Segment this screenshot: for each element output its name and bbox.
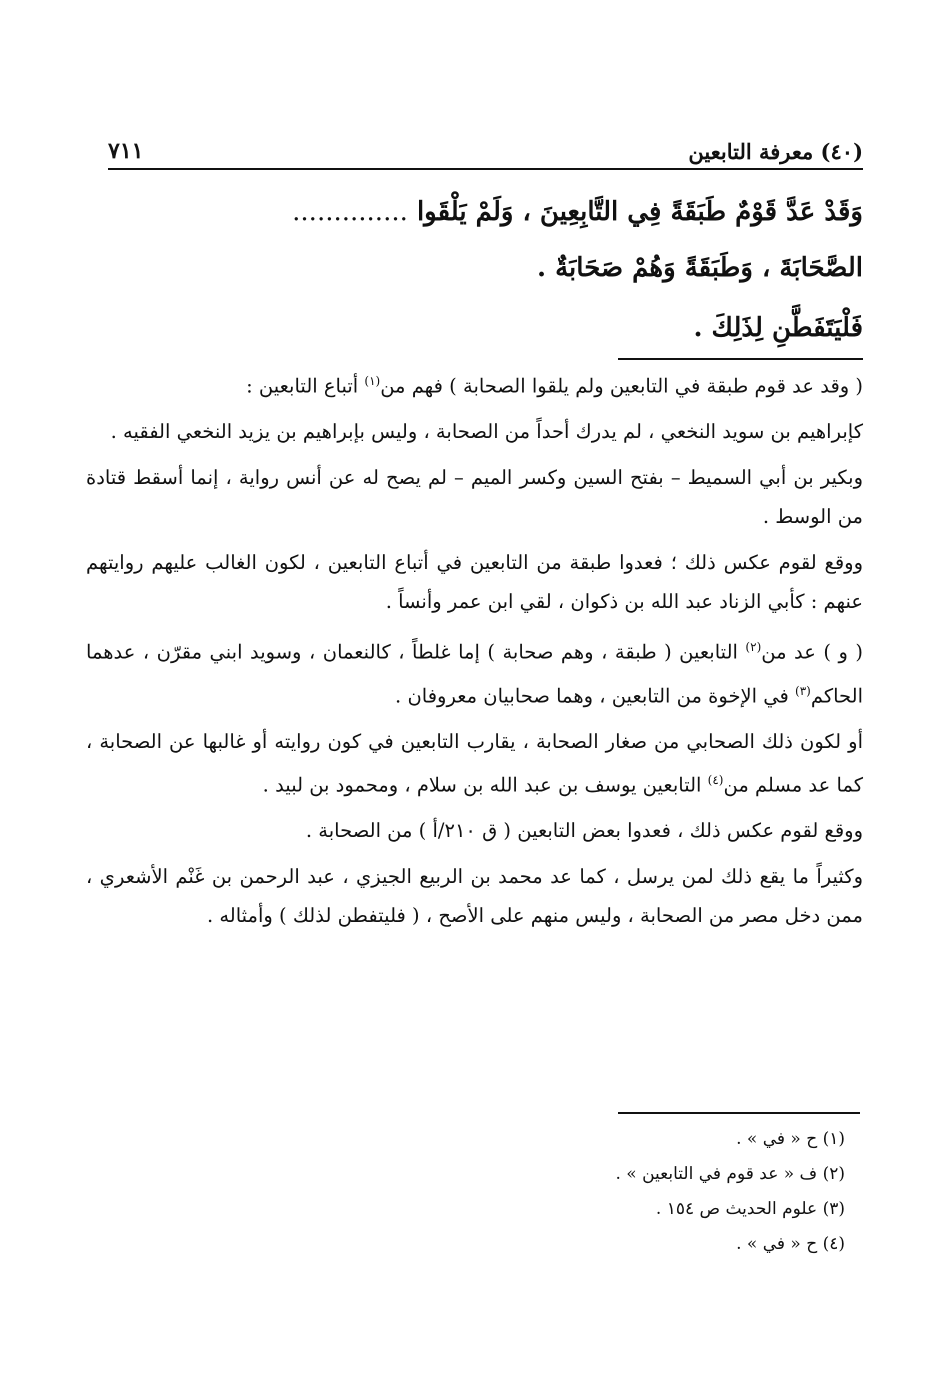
paragraph: ( و ) عد من$^{(٢)}$ التابعين ( طبقة ، وهم صحابة ) إما غلطاً ، كالنعمان ، وسويد ابني مقرّن ، عدهما الحاكم$^{(٣)}$ في الإخوة من التابعين ، وهما صحابيان معروفان . (86, 639, 863, 707)
paragraph: أو لكون ذلك الصحابي من صغار الصحابة ، يقارب التابعين في كون روايته أو غالبها عن الصحابة ، كما عد مسلم من$^{(٤)}$ التابعين يوسف بن عبد الله بن سلام ، ومحمود بن لبيد . (86, 729, 863, 797)
footnote-divider (618, 1112, 860, 1114)
running-header (108, 120, 863, 170)
footnote-ref: (٢) (745, 639, 762, 654)
paragraph: وبكير بن أبي السميط – بفتح السين وكسر الميم – لم يصح له عن أنس رواية ، إنما أسقط قتادة من الوسط . (86, 465, 863, 528)
paragraph: ووقع لقوم عكس ذلك ؛ فعدوا طبقة من التابعين في أتباع التابعين ، لكون الغالب عليهم روايتهم عنهم : كأبي الزناد عبد الله بن ذكوان ، لقي ابن عمر وأنساً . (86, 550, 863, 613)
verse-line-1 (108, 182, 863, 242)
page-number: ٧١١ (108, 138, 144, 164)
footnote-ref: (١) (364, 374, 381, 388)
paragraph: ( وقد عد قوم طبقة في التابعين ولم يلقوا الصحابة ) فهم من$^{(١)}$ أتباع التابعين : (246, 374, 863, 398)
verse-line-1-text: وَقَدْ عَدَّ قَوْمٌ طَبَقَةً فِي التَّابِعِينَ ، وَلَمْ يَلْقَوا (416, 197, 863, 227)
footnote: (٣) علوم الحديث ص ١٥٤ . (655, 1199, 845, 1219)
chapter-title: (٤٠) معرفة التابعين (688, 139, 863, 164)
verse-line-2: الصَّحَابَةَ ، وَطَبَقَةً وَهُمْ صَحَابَةٌ . (537, 253, 863, 283)
footnote-ref: (٤) (707, 773, 724, 787)
footnote: (٤) ح « في » . (736, 1234, 845, 1254)
footnote-ref: (٣) (795, 683, 811, 698)
paragraph: كإبراهيم بن سويد النخعي ، لم يدرك أحداً من الصحابة ، وليس بإبراهيم بن يزيد النخعي الفقيه . (110, 420, 863, 443)
footnotes (300, 1122, 845, 1262)
verse-dots: .............. (292, 197, 408, 227)
footnote: (١) ح « في » . (736, 1129, 845, 1149)
commentary-text (86, 362, 863, 942)
verse-line-3: فَلْيَتَفَطَّنِ لِذَلِكَ . (618, 298, 863, 360)
paragraph: وكثيراً ما يقع ذلك لمن يرسل ، كما عد محمد بن الربيع الجيزي ، عبد الرحمن بن غَنْم الأشعري ، ممن دخل مصر من الصحابة ، وليس منهم على الأصح ، ( فليتفطن لذلك ) وأمثاله . (86, 864, 863, 927)
footnote: (٢) ف « عد قوم في التابعين » . (615, 1164, 845, 1184)
paragraph: ووقع لقوم عكس ذلك ، فعدوا بعض التابعين ( ق ٢١٠/أ ) من الصحابة . (305, 819, 863, 842)
